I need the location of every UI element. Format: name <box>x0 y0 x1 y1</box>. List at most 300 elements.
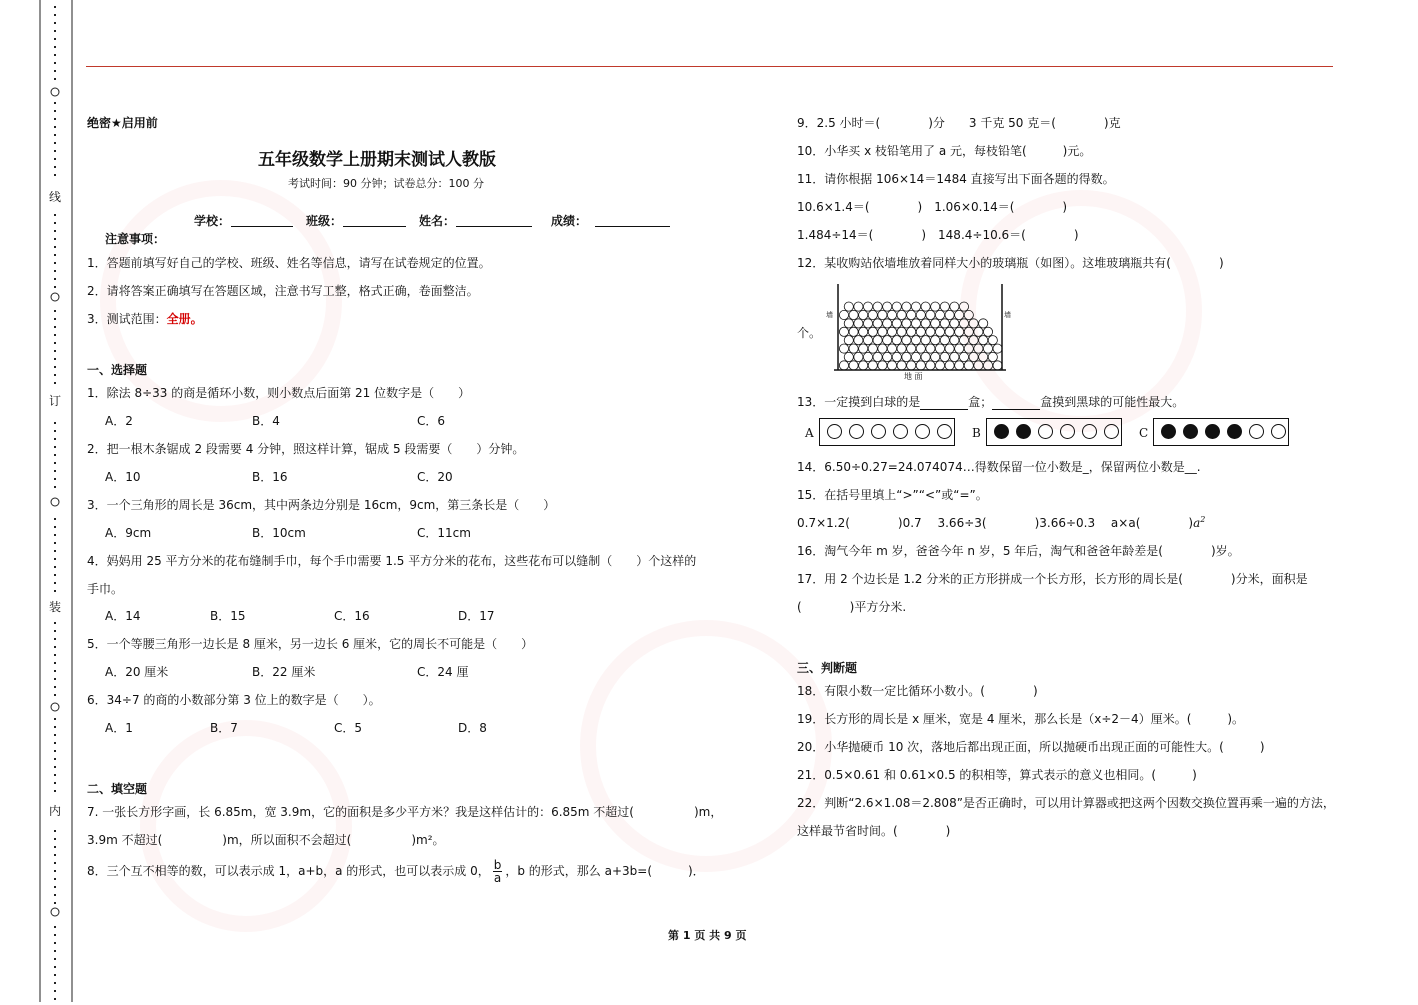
q8-fraction-numerator: b <box>493 858 502 872</box>
question-stem: 12．某收购站依墙堆放着同样大小的玻璃瓶（如图）。这堆玻璃瓶共有( ) <box>797 256 1224 270</box>
bottle <box>883 336 892 345</box>
bottle <box>849 361 858 370</box>
bottle <box>849 310 858 319</box>
bottle-stack-drawing <box>826 282 1008 382</box>
binding-dot <box>54 150 56 152</box>
field-school-blank[interactable] <box>231 212 293 227</box>
binding-dot <box>54 454 56 456</box>
binding-dashes <box>0 0 76 1002</box>
binding-dot <box>54 534 56 536</box>
bottle <box>950 336 959 345</box>
bottle <box>911 336 920 345</box>
bottle <box>950 352 959 361</box>
bottle <box>897 344 906 353</box>
header-rule <box>86 66 1333 67</box>
bottle <box>849 327 858 336</box>
bottle <box>868 361 877 370</box>
question-stem: 16．淘气今年 m 岁，爸爸今年 n 岁，5 年后，淘气和爸爸年龄差是( )岁。 <box>797 544 1240 558</box>
binding-dot <box>54 110 56 112</box>
bottle <box>926 310 935 319</box>
q13-part1: 13．一定摸到白球的是 <box>797 395 921 409</box>
bottle-stack-figure <box>826 282 1011 382</box>
black-ball-icon <box>1227 424 1242 439</box>
section-heading: 三、判断题 <box>797 661 858 675</box>
binding-dot <box>54 78 56 80</box>
question-stem: 10．小华买 x 枝铅笔用了 a 元，每枝铅笔( )元。 <box>797 144 1092 158</box>
question-stem: 7. 一张长方形字画，长 6.85m，宽 3.9m，它的面积是多少平方米？我是这样估计的：6.85m 不超过( )m， <box>87 805 723 819</box>
bottle <box>945 344 954 353</box>
bottle <box>945 310 954 319</box>
binding-dot <box>54 718 56 720</box>
bottle <box>921 302 930 311</box>
binding-dot <box>54 254 56 256</box>
binding-label-zhuang: 装 <box>49 600 62 614</box>
notice-item: 2．请将答案正确填写在答题区域，注意书写工整，格式正确，卷面整洁。 <box>87 284 479 298</box>
binding-dot <box>54 286 56 288</box>
binding-dot <box>54 134 56 136</box>
white-ball-icon <box>1082 424 1097 439</box>
binding-dot <box>54 878 56 880</box>
binding-dot <box>54 278 56 280</box>
bottle <box>897 327 906 336</box>
binding-dot <box>54 790 56 792</box>
question-stem: 22．判断“2.6×1.08＝2.808”是否正确时，可以用计算器或把这两个因数交换位置再乘一遍的方法， <box>797 796 1335 810</box>
black-ball-icon <box>994 424 1009 439</box>
binding-dot <box>54 118 56 120</box>
bottle <box>974 344 983 353</box>
option: A．14 <box>105 609 141 623</box>
bottle <box>988 352 997 361</box>
binding-dot <box>54 430 56 432</box>
binding-dot <box>54 518 56 520</box>
bottle <box>955 344 964 353</box>
binding-dot <box>54 438 56 440</box>
bottle <box>959 336 968 345</box>
bottle <box>854 352 863 361</box>
binding-dot <box>54 366 56 368</box>
binding-dot <box>54 670 56 672</box>
bottle <box>902 319 911 328</box>
notice-item <box>87 310 203 327</box>
binding-dot <box>54 846 56 848</box>
question-stem: 6．34÷7 的商的小数部分第 3 位上的数字是（ ）。 <box>87 693 381 707</box>
bottle <box>979 319 988 328</box>
bottle <box>839 327 848 336</box>
bottle <box>911 352 920 361</box>
binding-dot <box>54 246 56 248</box>
binding-dot <box>54 830 56 832</box>
binding-dot <box>54 862 56 864</box>
binding-dot <box>54 270 56 272</box>
q13-blank-1[interactable] <box>920 397 968 410</box>
bottle <box>964 361 973 370</box>
notice-scope: 全册。 <box>166 312 203 326</box>
black-ball-icon <box>1205 424 1220 439</box>
q8-prefix: 8．三个互不相等的数，可以表示成 1，a+b，a 的形式，也可以表示成 0， <box>87 864 490 878</box>
bottle <box>859 327 868 336</box>
bottle <box>844 319 853 328</box>
bottle <box>988 336 997 345</box>
binding-dot <box>54 750 56 752</box>
option: A．10 <box>105 470 141 484</box>
binding-dot <box>54 214 56 216</box>
binding-dot <box>54 422 56 424</box>
binding-dot <box>54 966 56 968</box>
bottle <box>907 327 916 336</box>
bottle <box>868 310 877 319</box>
option: C．11cm <box>417 526 471 540</box>
bottle <box>935 344 944 353</box>
bottle <box>940 319 949 328</box>
white-ball-icon <box>849 424 864 439</box>
question-stem-cont: 这样最节省时间。( ) <box>797 824 951 838</box>
q13-part2: 盒； <box>968 395 993 409</box>
binding-dot <box>54 478 56 480</box>
binding-dot <box>54 838 56 840</box>
binding-hole-icon <box>51 498 59 506</box>
bottle <box>887 310 896 319</box>
notice-item3-prefix: 3．测试范围： <box>87 312 167 326</box>
binding-dot <box>54 382 56 384</box>
binding-hole-icon <box>51 703 59 711</box>
bottle <box>887 361 896 370</box>
option: D．17 <box>458 609 495 623</box>
binding-dot <box>54 766 56 768</box>
binding-dot <box>54 742 56 744</box>
binding-dot <box>54 70 56 72</box>
question-stem: 17．用 2 个边长是 1.2 分米的正方形拼成一个长方形，长方形的周长是( )分米，面积是 <box>797 572 1308 586</box>
white-ball-icon <box>1060 424 1075 439</box>
binding-dot <box>54 174 56 176</box>
binding-dot <box>54 222 56 224</box>
q15-exponent: 2 <box>1200 515 1206 524</box>
white-ball-icon <box>1104 424 1119 439</box>
bottle <box>902 302 911 311</box>
ground-label: 地 面 <box>904 372 923 381</box>
binding-dot <box>54 46 56 48</box>
option: A．20 厘米 <box>105 665 169 679</box>
bottle <box>983 327 992 336</box>
bottle <box>883 302 892 311</box>
question-stem: 14．6.50÷0.27=24.074074…得数保留一位小数是_，保留两位小数是__. <box>797 460 1201 474</box>
binding-label-nei: 内 <box>49 804 62 818</box>
wall-label-left: 墙 <box>826 311 833 319</box>
bottle <box>959 302 968 311</box>
binding-dot <box>54 334 56 336</box>
binding-dot <box>54 758 56 760</box>
bottle <box>931 352 940 361</box>
binding-dot <box>54 446 56 448</box>
binding-dot <box>54 678 56 680</box>
bottle <box>945 361 954 370</box>
question-stem: 2．把一根木条锯成 2 段需要 4 分钟，照这样计算，锯成 5 段需要（ ）分钟。 <box>87 442 525 456</box>
option: C．24 厘 <box>417 665 469 679</box>
binding-dot <box>54 558 56 560</box>
bottle <box>878 310 887 319</box>
option: C．5 <box>334 721 363 735</box>
page-title: 五年级数学上册期末测试人教版 <box>258 150 496 170</box>
binding-hole-icon <box>51 293 59 301</box>
question-subitem <box>797 514 1205 531</box>
binding-dot <box>54 942 56 944</box>
option: B．4 <box>252 414 280 428</box>
bottle <box>868 344 877 353</box>
bottle <box>955 310 964 319</box>
bottle <box>979 352 988 361</box>
bottle <box>844 302 853 311</box>
question-stem-cont: 个。 <box>797 326 822 340</box>
q13-part3: 盒摸到黑球的可能性最大。 <box>1040 395 1185 409</box>
bottle <box>907 344 916 353</box>
binding-dot <box>54 982 56 984</box>
exam-info: 考试时间：90 分钟；试卷总分：100 分 <box>288 177 484 190</box>
bottle <box>979 336 988 345</box>
ball-box-label: C <box>1139 426 1149 440</box>
question-stem-cont: 3.9m 不超过( )m，所以面积不会超过( )m²。 <box>87 833 445 847</box>
binding-dot <box>54 894 56 896</box>
option: A．2 <box>105 414 133 428</box>
bottle <box>955 327 964 336</box>
binding-dot <box>54 566 56 568</box>
bottle <box>955 361 964 370</box>
binding-dot <box>54 958 56 960</box>
binding-dot <box>54 550 56 552</box>
option: B．15 <box>210 609 246 623</box>
bottle <box>926 344 935 353</box>
bottle <box>916 327 925 336</box>
binding-dot <box>54 126 56 128</box>
bottle <box>993 344 1002 353</box>
binding-dot <box>54 582 56 584</box>
bottle <box>863 336 872 345</box>
binding-margin <box>0 0 76 1002</box>
bottle <box>935 310 944 319</box>
bottle <box>839 361 848 370</box>
binding-dot <box>54 590 56 592</box>
bottle <box>873 319 882 328</box>
wall-label-right: 墙 <box>1004 311 1011 319</box>
option: B．7 <box>210 721 238 735</box>
white-ball-icon <box>871 424 886 439</box>
bottle <box>844 352 853 361</box>
white-ball-icon <box>1249 424 1264 439</box>
bottle <box>945 327 954 336</box>
binding-dot <box>54 358 56 360</box>
ball-box-label: A <box>805 426 814 440</box>
binding-dot <box>54 62 56 64</box>
bottle <box>892 302 901 311</box>
bottle <box>974 327 983 336</box>
bottle <box>921 319 930 328</box>
question-stem <box>797 393 1184 410</box>
binding-dot <box>54 158 56 160</box>
bottle <box>859 310 868 319</box>
bottle <box>868 327 877 336</box>
question-subitem: 10.6×1.4＝( ) 1.06×0.14＝( ) <box>797 200 1068 214</box>
binding-dot <box>54 934 56 936</box>
field-name-label: 姓名： <box>419 214 456 228</box>
bottle <box>935 361 944 370</box>
binding-dot <box>54 886 56 888</box>
binding-dot <box>54 870 56 872</box>
bottle <box>873 336 882 345</box>
binding-dot <box>54 974 56 976</box>
bottle <box>969 319 978 328</box>
binding-label-xian: 线 <box>49 190 62 204</box>
question-stem-cont: ( )平方分米. <box>797 600 907 614</box>
binding-dot <box>54 54 56 56</box>
ball-box <box>819 418 955 446</box>
bottle <box>878 361 887 370</box>
notice-item: 1．答题前填写好自己的学校、班级、姓名等信息，请写在试卷规定的位置。 <box>87 256 491 270</box>
bottle <box>863 352 872 361</box>
bottle <box>964 327 973 336</box>
binding-dot <box>54 574 56 576</box>
bottle <box>950 319 959 328</box>
q15-a: a <box>1193 516 1201 530</box>
binding-dot <box>54 374 56 376</box>
binding-dot <box>54 22 56 24</box>
option: D．8 <box>458 721 487 735</box>
bottle <box>935 327 944 336</box>
question-stem: 4．妈妈用 25 平方分米的花布缝制手巾，每个手巾需要 1.5 平方分米的花布，这些花布可以缝制（ ）个这样的 <box>87 554 697 568</box>
bottle <box>993 361 1002 370</box>
page-number: 第 1 页 共 9 页 <box>668 929 747 942</box>
binding-dot <box>54 14 56 16</box>
bottle <box>859 344 868 353</box>
bottle <box>892 336 901 345</box>
bottle <box>859 361 868 370</box>
bottle <box>907 361 916 370</box>
bottle <box>902 352 911 361</box>
binding-dot <box>54 318 56 320</box>
bottle <box>854 302 863 311</box>
binding-dot <box>54 990 56 992</box>
bottle <box>950 302 959 311</box>
bottle <box>931 336 940 345</box>
bottle <box>926 327 935 336</box>
question-stem: 11．请你根据 106×14＝1484 直接写出下面各题的得数。 <box>797 172 1115 186</box>
binding-dot <box>54 30 56 32</box>
binding-dot <box>54 238 56 240</box>
bottle <box>863 302 872 311</box>
bottle <box>873 302 882 311</box>
bottle <box>959 319 968 328</box>
black-ball-icon <box>1183 424 1198 439</box>
bottle <box>964 310 973 319</box>
bottle <box>916 361 925 370</box>
field-name-blank[interactable] <box>456 212 532 227</box>
bottle <box>969 336 978 345</box>
binding-dot <box>54 782 56 784</box>
binding-dot <box>54 662 56 664</box>
secret-label: 绝密★启用前 <box>87 116 158 130</box>
question-stem: 9．2.5 小时＝( )分 3 千克 50 克＝( )克 <box>797 116 1121 130</box>
bottle <box>892 352 901 361</box>
black-ball-icon <box>1161 424 1176 439</box>
binding-dot <box>54 622 56 624</box>
binding-dot <box>54 350 56 352</box>
binding-dot <box>54 166 56 168</box>
bottle <box>921 352 930 361</box>
question-stem: 15．在括号里填上“>”“<”或“=”。 <box>797 488 988 502</box>
binding-dot <box>54 902 56 904</box>
bottle <box>902 336 911 345</box>
option: A．9cm <box>105 526 152 540</box>
binding-dot <box>54 462 56 464</box>
question-stem: 1．除法 8÷33 的商是循环小数，则小数点后面第 21 位数字是（ ） <box>87 386 471 400</box>
binding-dot <box>54 6 56 8</box>
option: B．10cm <box>252 526 306 540</box>
binding-dot <box>54 998 56 1000</box>
binding-dot <box>54 38 56 40</box>
section-heading: 一、选择题 <box>87 363 148 377</box>
binding-dot <box>54 774 56 776</box>
bottle <box>926 361 935 370</box>
bottle <box>969 352 978 361</box>
binding-dot <box>54 926 56 928</box>
binding-hole-icon <box>51 908 59 916</box>
bottle <box>964 344 973 353</box>
section-heading: 二、填空题 <box>87 782 148 796</box>
q8-fraction <box>493 859 503 884</box>
bottle <box>931 302 940 311</box>
white-ball-icon <box>1038 424 1053 439</box>
bottle <box>854 319 863 328</box>
option: C．20 <box>417 470 453 484</box>
bottle <box>911 319 920 328</box>
q8-fraction-denominator: a <box>493 871 502 885</box>
q15-a-squared <box>1193 516 1205 530</box>
binding-dot <box>54 854 56 856</box>
binding-dot <box>54 142 56 144</box>
option: C．16 <box>334 609 370 623</box>
bottle <box>844 336 853 345</box>
notice-heading: 注意事项： <box>105 232 166 246</box>
q13-blank-2[interactable] <box>992 397 1040 410</box>
q8-suffix: ，b 的形式，那么 a+3b=( )． <box>505 864 705 878</box>
option: B．22 厘米 <box>252 665 316 679</box>
field-class-blank[interactable] <box>343 212 406 227</box>
binding-dot <box>54 638 56 640</box>
binding-dot <box>54 686 56 688</box>
field-score-label: 成绩： <box>551 214 588 228</box>
question-stem: 20．小华抛硬币 10 次，落地后都出现正面，所以抛硬币出现正面的可能性大。( ) <box>797 740 1265 754</box>
bottle <box>983 361 992 370</box>
white-ball-icon <box>937 424 952 439</box>
q15-items: 0.7×1.2( )0.7 3.66÷3( )3.66÷0.3 a×a( ) <box>797 516 1194 530</box>
bottle <box>897 310 906 319</box>
bottle <box>931 319 940 328</box>
field-score-blank[interactable] <box>595 212 670 227</box>
binding-dot <box>54 694 56 696</box>
question-stem <box>87 856 705 886</box>
bottle <box>892 319 901 328</box>
bottle <box>916 310 925 319</box>
bottle <box>887 327 896 336</box>
question-stem: 21．0.5×0.61 和 0.61×0.5 的积相等，算式表示的意义也相同。( ) <box>797 768 1197 782</box>
bottle <box>854 336 863 345</box>
binding-dot <box>54 470 56 472</box>
bottle <box>839 344 848 353</box>
bottle <box>897 361 906 370</box>
binding-dot <box>54 542 56 544</box>
white-ball-icon <box>1271 424 1286 439</box>
binding-hole-icon <box>51 88 59 96</box>
binding-dot <box>54 526 56 528</box>
question-stem: 19．长方形的周长是 x 厘米，宽是 4 厘米，那么长是（x÷2－4）厘米。( )。 <box>797 712 1245 726</box>
bottle <box>839 310 848 319</box>
